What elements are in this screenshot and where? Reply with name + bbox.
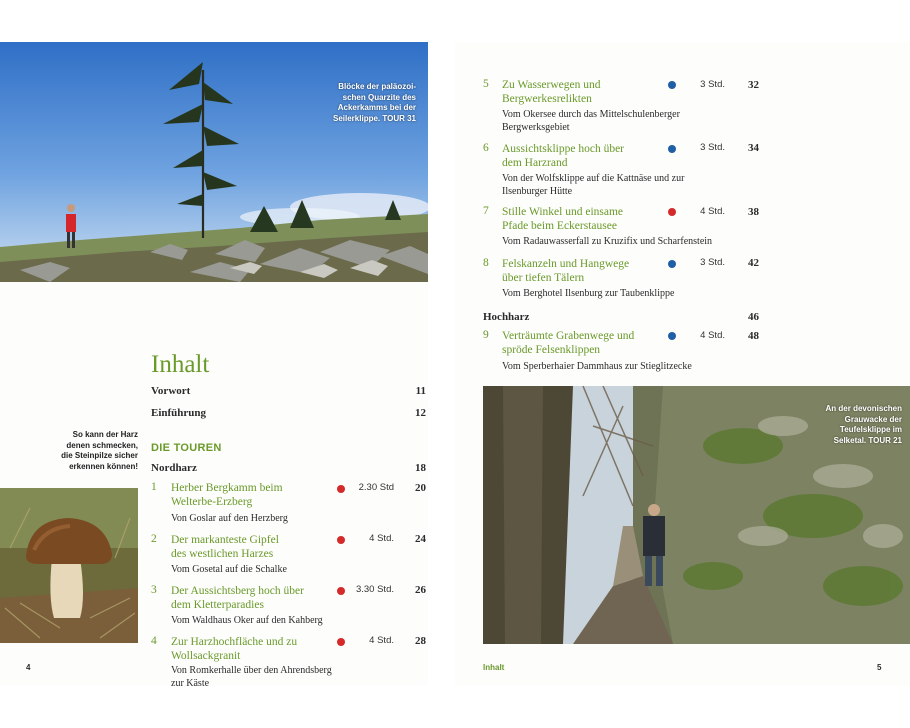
tour-route-line: Von Romkerhalle über den Ahrendsberg — [171, 665, 332, 676]
tour-title-line: Wollsackgranit — [171, 650, 241, 662]
tour-title — [171, 481, 283, 509]
tour-route-line: Vom Waldhaus Oker auf den Kahberg — [171, 615, 323, 626]
tour-route-line: Ilsenburger Hütte — [502, 186, 573, 197]
tour-route-line: Vom Okersee durch das Mittelschulenberger — [502, 109, 680, 120]
rock-photo — [483, 386, 910, 644]
tour-title-line: Verträumte Grabenwege und — [502, 330, 635, 342]
caption-line: Blöcke der paläozoi- — [338, 82, 416, 91]
tour-route-line: Von der Wolfsklippe auf die Kattnäse und zur — [502, 173, 685, 184]
tour-title — [171, 533, 279, 561]
tour-title-line: Welterbe-Erzberg — [171, 496, 253, 508]
tour-title — [502, 257, 629, 285]
tour-title — [502, 142, 624, 170]
toc-vorwort-label[interactable]: Vorwort — [151, 385, 191, 397]
page-title: Inhalt — [151, 351, 210, 378]
tour-duration: 2.30 Std — [358, 482, 394, 493]
caption-line: Grauwacke der — [844, 414, 902, 424]
tour-duration: 3 Std. — [700, 142, 725, 153]
tour-route — [502, 108, 680, 134]
tour-number: 5 — [483, 78, 489, 90]
tour-title-line: Felskanzeln und Hangwege — [502, 258, 630, 270]
mushroom-photo — [0, 488, 138, 643]
page-number-left: 4 — [26, 663, 31, 672]
mushroom-photo-art — [0, 488, 138, 643]
tour-title-line: Aussichtsklippe hoch über — [502, 143, 625, 155]
tour-route — [502, 287, 674, 300]
tour-duration: 4 Std. — [369, 635, 394, 646]
mountain-photo — [0, 42, 428, 282]
region-hochharz-page: 46 — [748, 311, 759, 323]
tour-route-line: Vom Sperberhaier Dammhaus zur Stieglitzecke — [502, 361, 692, 372]
region-hochharz-label[interactable]: Hochharz — [483, 311, 530, 323]
tour-number: 1 — [151, 481, 157, 493]
page-number-right: 5 — [877, 663, 882, 672]
tour-number: 7 — [483, 205, 489, 217]
running-head: Inhalt — [483, 663, 505, 672]
caption-line: erkennen können! — [69, 461, 138, 471]
tour-duration: 3.30 Std. — [355, 584, 394, 595]
tour-duration: 3 Std. — [700, 79, 725, 90]
tour-title-line: spröde Felsenklippen — [502, 344, 601, 356]
tour-route — [502, 360, 692, 373]
tour-route-line: Vom Radauwasserfall zu Kruzifix und Scharfenstein — [502, 236, 713, 247]
tour-page: 34 — [748, 142, 759, 154]
tour-route — [171, 563, 287, 576]
region-nordharz-label[interactable]: Nordharz — [151, 462, 197, 474]
tour-page: 20 — [415, 482, 426, 494]
caption-line: An der devonischen — [825, 404, 902, 413]
tour-page: 48 — [748, 330, 759, 342]
left-page — [0, 42, 428, 689]
toc-vorwort-page: 11 — [415, 385, 426, 397]
tour-number: 8 — [483, 257, 489, 269]
tour-route — [502, 172, 684, 198]
tour-route-line: zur Käste — [171, 678, 210, 689]
tour-duration: 4 Std. — [700, 206, 725, 217]
mushroom-caption — [61, 430, 138, 472]
tour-page: 26 — [415, 584, 426, 596]
tour-duration: 3 Std. — [700, 257, 725, 268]
tour-route-line: Vom Berghotel Ilsenburg zur Taubenklippe — [502, 288, 675, 299]
tour-page: 42 — [748, 257, 759, 269]
tour-title — [171, 584, 304, 612]
caption-line: denen schmecken, — [66, 440, 138, 450]
tour-page: 38 — [748, 206, 759, 218]
tour-title — [171, 635, 297, 663]
tour-route — [171, 614, 323, 627]
tour-title — [502, 329, 634, 357]
rock-photo-caption — [826, 404, 902, 446]
tour-number: 3 — [151, 584, 157, 596]
tour-number: 9 — [483, 329, 489, 341]
tour-title-line: Herber Bergkamm beim — [171, 482, 283, 494]
tour-title-line: Der markanteste Gipfel — [171, 534, 279, 546]
caption-line: Seilerklippe. TOUR 31 — [333, 113, 416, 123]
region-nordharz-page: 18 — [415, 462, 426, 474]
tour-duration: 4 Std. — [369, 533, 394, 544]
tour-route-line: Bergwerksgebiet — [502, 122, 570, 133]
caption-line: Teufelsklippe im — [839, 425, 902, 434]
mountain-photo-art — [0, 42, 428, 282]
tour-route-line: Vom Gosetal auf die Schalke — [171, 564, 287, 575]
tour-title-line: Pfade beim Eckerstausee — [502, 220, 617, 232]
tour-title-line: Zur Harzhochfläche und zu — [171, 636, 298, 648]
tour-route — [502, 235, 712, 248]
tour-title-line: Zu Wasserwegen und — [502, 79, 601, 91]
right-page — [455, 42, 910, 686]
toc-einfuehrung-label[interactable]: Einführung — [151, 407, 207, 419]
mountain-photo-caption — [333, 82, 416, 124]
toc-einfuehrung-page: 12 — [415, 407, 426, 419]
tour-title-line: Stille Winkel und einsame — [502, 206, 624, 218]
caption-line: die Steinpilze sicher — [61, 451, 138, 460]
tour-number: 4 — [151, 635, 157, 647]
tour-title — [502, 78, 601, 106]
tour-number: 6 — [483, 142, 489, 154]
tour-duration: 4 Std. — [700, 330, 725, 341]
tour-route — [171, 664, 332, 690]
tour-title-line: über tiefen Tälern — [502, 272, 585, 284]
tour-page: 28 — [415, 635, 426, 647]
caption-line: Selketal. TOUR 21 — [833, 435, 902, 445]
tour-route — [171, 512, 288, 525]
tour-title-line: dem Kletterparadies — [171, 599, 264, 611]
section-title: DIE TOUREN — [151, 442, 222, 454]
tour-route-line: Von Goslar auf den Herzberg — [171, 513, 288, 524]
tour-title-line: des westlichen Harzes — [171, 548, 274, 560]
caption-line: schen Quarzite des — [342, 92, 416, 102]
tour-title-line: dem Harzrand — [502, 157, 568, 169]
tour-title — [502, 205, 623, 233]
caption-line: Ackerkamms bei der — [337, 103, 416, 112]
tour-title-line: Bergwerkesrelikten — [502, 93, 592, 105]
tour-number: 2 — [151, 533, 157, 545]
caption-line: So kann der Harz — [72, 430, 138, 439]
tour-page: 24 — [415, 533, 426, 545]
tour-page: 32 — [748, 79, 759, 91]
tour-title-line: Der Aussichtsberg hoch über — [171, 585, 304, 597]
